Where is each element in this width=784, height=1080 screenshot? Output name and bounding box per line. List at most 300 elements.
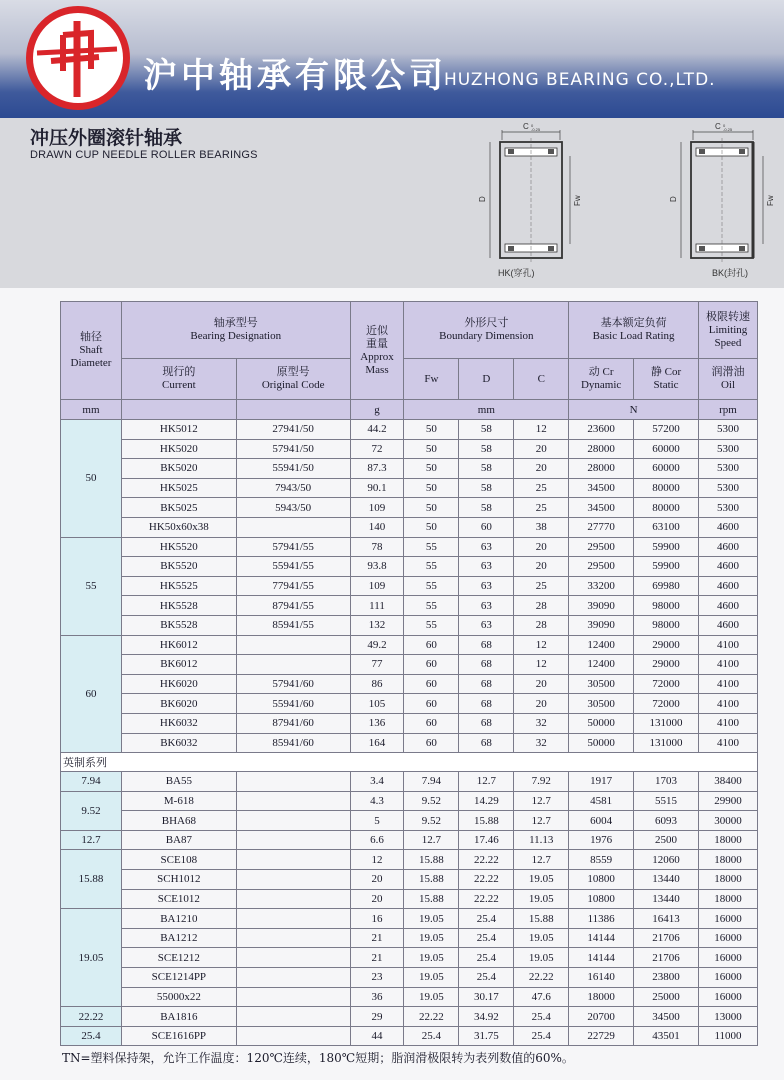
original-code-cell (236, 830, 350, 850)
fw-cell: 60 (404, 713, 459, 733)
current-code-cell: HK6020 (121, 674, 236, 694)
fw-cell: 55 (404, 596, 459, 616)
dynamic-load-cell: 1917 (569, 772, 634, 792)
header-c: C (514, 359, 569, 400)
fw-cell: 25.4 (404, 1026, 459, 1046)
d-cell: 58 (459, 478, 514, 498)
d-cell: 25.4 (459, 948, 514, 968)
c-cell: 38 (514, 517, 569, 537)
c-cell: 11.13 (514, 830, 569, 850)
d-cell: 68 (459, 694, 514, 714)
dynamic-load-cell: 39090 (569, 596, 634, 616)
c-cell: 19.05 (514, 948, 569, 968)
bk-diagram-caption: BK(封孔) (712, 268, 749, 278)
d-cell: 17.46 (459, 830, 514, 850)
table-row (61, 733, 758, 753)
svg-text:C: C (523, 122, 529, 131)
table-row (61, 576, 758, 596)
original-code-cell: 5943/50 (236, 498, 350, 518)
speed-cell: 4100 (699, 713, 758, 733)
speed-cell: 5300 (699, 478, 758, 498)
speed-cell: 16000 (699, 909, 758, 929)
table-row (61, 811, 758, 831)
table-row (61, 870, 758, 890)
current-code-cell: HK6032 (121, 713, 236, 733)
header-d: D (459, 359, 514, 400)
original-code-cell: 27941/50 (236, 420, 350, 440)
table-row (61, 655, 758, 675)
c-cell: 28 (514, 615, 569, 635)
dynamic-load-cell: 39090 (569, 615, 634, 635)
d-cell: 25.4 (459, 928, 514, 948)
fw-cell: 50 (404, 517, 459, 537)
d-cell: 68 (459, 674, 514, 694)
static-load-cell: 5515 (634, 791, 699, 811)
dynamic-load-cell: 14144 (569, 928, 634, 948)
dynamic-load-cell: 10800 (569, 870, 634, 890)
svg-text:Fw: Fw (766, 195, 775, 206)
current-code-cell: BHA68 (121, 811, 236, 831)
dynamic-load-cell: 29500 (569, 537, 634, 557)
shaft-diameter-cell: 15.88 (61, 850, 122, 909)
dynamic-load-cell: 50000 (569, 713, 634, 733)
table-row (61, 498, 758, 518)
c-cell: 20 (514, 557, 569, 577)
mass-cell: 20 (350, 870, 404, 890)
original-code-cell (236, 889, 350, 909)
fw-cell: 60 (404, 694, 459, 714)
mass-cell: 86 (350, 674, 404, 694)
d-cell: 22.22 (459, 889, 514, 909)
speed-cell: 5300 (699, 439, 758, 459)
table-row (61, 968, 758, 988)
fw-cell: 55 (404, 557, 459, 577)
bearing-spec-table (60, 301, 758, 1046)
d-cell: 58 (459, 439, 514, 459)
d-cell: 25.4 (459, 968, 514, 988)
hk-diagram-caption: HK(穿孔) (498, 268, 535, 278)
current-code-cell: HK5012 (121, 420, 236, 440)
fw-cell: 60 (404, 655, 459, 675)
mass-cell: 36 (350, 987, 404, 1007)
unit-dimension: mm (404, 400, 569, 420)
dynamic-load-cell: 1976 (569, 830, 634, 850)
current-code-cell: SCE1616PP (121, 1026, 236, 1046)
unit-blank (121, 400, 236, 420)
static-load-cell: 34500 (634, 1007, 699, 1027)
table-row (61, 850, 758, 870)
speed-cell: 4600 (699, 576, 758, 596)
original-code-cell: 57941/60 (236, 674, 350, 694)
dynamic-load-cell: 29500 (569, 557, 634, 577)
mass-cell: 16 (350, 909, 404, 929)
c-cell: 25.4 (514, 1026, 569, 1046)
mass-cell: 21 (350, 948, 404, 968)
shaft-diameter-cell: 25.4 (61, 1026, 122, 1046)
fw-cell: 15.88 (404, 870, 459, 890)
d-cell: 58 (459, 420, 514, 440)
mass-cell: 3.4 (350, 772, 404, 792)
speed-cell: 4600 (699, 615, 758, 635)
current-code-cell: HK5525 (121, 576, 236, 596)
unit-mass: g (350, 400, 404, 420)
speed-cell: 4600 (699, 596, 758, 616)
dynamic-load-cell: 6004 (569, 811, 634, 831)
svg-text:D: D (669, 196, 678, 202)
fw-cell: 55 (404, 576, 459, 596)
imperial-series-row (61, 753, 758, 772)
mass-cell: 6.6 (350, 830, 404, 850)
table-row (61, 987, 758, 1007)
shaft-diameter-cell: 55 (61, 537, 122, 635)
dynamic-load-cell: 30500 (569, 694, 634, 714)
company-name-en: HUZHONG BEARING CO.,LTD. (444, 70, 716, 90)
c-cell: 19.05 (514, 870, 569, 890)
mass-cell: 44 (350, 1026, 404, 1046)
mass-cell: 12 (350, 850, 404, 870)
static-load-cell: 21706 (634, 928, 699, 948)
current-code-cell: SCE1012 (121, 889, 236, 909)
static-load-cell: 21706 (634, 948, 699, 968)
table-row (61, 713, 758, 733)
c-cell: 12.7 (514, 791, 569, 811)
c-cell: 20 (514, 694, 569, 714)
header-boundary-dimension: 外形尺寸 Boundary Dimension (404, 302, 569, 359)
speed-cell: 18000 (699, 889, 758, 909)
original-code-cell: 87941/55 (236, 596, 350, 616)
dynamic-load-cell: 30500 (569, 674, 634, 694)
d-cell: 68 (459, 733, 514, 753)
mass-cell: 23 (350, 968, 404, 988)
mass-cell: 109 (350, 498, 404, 518)
shaft-diameter-cell: 50 (61, 420, 122, 538)
d-cell: 14.29 (459, 791, 514, 811)
d-cell: 60 (459, 517, 514, 537)
header-banner (0, 0, 784, 118)
c-cell: 7.92 (514, 772, 569, 792)
table-row (61, 928, 758, 948)
static-load-cell: 98000 (634, 596, 699, 616)
table-row (61, 1026, 758, 1046)
table-body (61, 420, 758, 1046)
d-cell: 22.22 (459, 850, 514, 870)
static-load-cell: 6093 (634, 811, 699, 831)
header-dynamic: 动 Cr Dynamic (569, 359, 634, 400)
d-cell: 68 (459, 635, 514, 655)
table-row (61, 674, 758, 694)
c-cell: 12 (514, 420, 569, 440)
speed-cell: 18000 (699, 830, 758, 850)
d-cell: 15.88 (459, 811, 514, 831)
original-code-cell: 85941/55 (236, 615, 350, 635)
current-code-cell: HK5025 (121, 478, 236, 498)
original-code-cell (236, 811, 350, 831)
fw-cell: 22.22 (404, 1007, 459, 1027)
company-logo (26, 6, 130, 110)
c-cell: 25 (514, 576, 569, 596)
fw-cell: 55 (404, 537, 459, 557)
mass-cell: 87.3 (350, 459, 404, 479)
speed-cell: 5300 (699, 459, 758, 479)
table-row (61, 615, 758, 635)
original-code-cell (236, 948, 350, 968)
table-row (61, 1007, 758, 1027)
original-code-cell: 55941/60 (236, 694, 350, 714)
static-load-cell: 80000 (634, 478, 699, 498)
original-code-cell: 57941/50 (236, 439, 350, 459)
current-code-cell: BK6020 (121, 694, 236, 714)
hk-bearing-diagram (470, 118, 600, 283)
header-oil: 润滑油 Oil (699, 359, 758, 400)
original-code-cell (236, 870, 350, 890)
c-cell: 28 (514, 596, 569, 616)
mass-cell: 90.1 (350, 478, 404, 498)
bk-bearing-diagram (665, 118, 784, 283)
current-code-cell: BK5520 (121, 557, 236, 577)
dynamic-load-cell: 12400 (569, 655, 634, 675)
fw-cell: 15.88 (404, 889, 459, 909)
static-load-cell: 80000 (634, 498, 699, 518)
static-load-cell: 72000 (634, 694, 699, 714)
mass-cell: 44.2 (350, 420, 404, 440)
d-cell: 68 (459, 713, 514, 733)
d-cell: 12.7 (459, 772, 514, 792)
fw-cell: 50 (404, 498, 459, 518)
fw-cell: 15.88 (404, 850, 459, 870)
static-load-cell: 98000 (634, 615, 699, 635)
dynamic-load-cell: 22729 (569, 1026, 634, 1046)
current-code-cell: SCE1214PP (121, 968, 236, 988)
svg-text:D: D (478, 196, 487, 202)
shaft-diameter-cell: 9.52 (61, 791, 122, 830)
dynamic-load-cell: 14144 (569, 948, 634, 968)
table-row (61, 537, 758, 557)
c-cell: 15.88 (514, 909, 569, 929)
table-row (61, 420, 758, 440)
table-row (61, 889, 758, 909)
svg-text:-0.25: -0.25 (723, 127, 733, 132)
original-code-cell (236, 635, 350, 655)
static-load-cell: 57200 (634, 420, 699, 440)
header-original-code: 原型号 Original Code (236, 359, 350, 400)
static-load-cell: 72000 (634, 674, 699, 694)
static-load-cell: 12060 (634, 850, 699, 870)
table-row (61, 517, 758, 537)
speed-cell: 4100 (699, 733, 758, 753)
dynamic-load-cell: 18000 (569, 987, 634, 1007)
table-row (61, 948, 758, 968)
original-code-cell: 57941/55 (236, 537, 350, 557)
table-row (61, 635, 758, 655)
original-code-cell (236, 1007, 350, 1027)
current-code-cell: BA1210 (121, 909, 236, 929)
header-limiting-speed: 极限转速 Limiting Speed (699, 302, 758, 359)
static-load-cell: 13440 (634, 889, 699, 909)
mass-cell: 105 (350, 694, 404, 714)
table-row (61, 478, 758, 498)
d-cell: 58 (459, 498, 514, 518)
current-code-cell: SCE108 (121, 850, 236, 870)
fw-cell: 50 (404, 478, 459, 498)
c-cell: 47.6 (514, 987, 569, 1007)
d-cell: 63 (459, 576, 514, 596)
speed-cell: 4100 (699, 635, 758, 655)
dynamic-load-cell: 28000 (569, 439, 634, 459)
d-cell: 58 (459, 459, 514, 479)
mass-cell: 49.2 (350, 635, 404, 655)
mass-cell: 136 (350, 713, 404, 733)
header-load-rating: 基本额定负荷 Basic Load Rating (569, 302, 699, 359)
fw-cell: 12.7 (404, 830, 459, 850)
table-row (61, 694, 758, 714)
header-fw: Fw (404, 359, 459, 400)
fw-cell: 60 (404, 733, 459, 753)
c-cell: 25.4 (514, 1007, 569, 1027)
original-code-cell: 55941/50 (236, 459, 350, 479)
table-row (61, 459, 758, 479)
fw-cell: 60 (404, 674, 459, 694)
current-code-cell: HK5528 (121, 596, 236, 616)
current-code-cell: BK6032 (121, 733, 236, 753)
speed-cell: 18000 (699, 870, 758, 890)
static-load-cell: 25000 (634, 987, 699, 1007)
svg-text:C: C (715, 122, 721, 131)
current-code-cell: SCH1012 (121, 870, 236, 890)
mass-cell: 78 (350, 537, 404, 557)
original-code-cell: 77941/55 (236, 576, 350, 596)
dynamic-load-cell: 8559 (569, 850, 634, 870)
table-row (61, 557, 758, 577)
original-code-cell (236, 850, 350, 870)
unit-speed: rpm (699, 400, 758, 420)
dynamic-load-cell: 23600 (569, 420, 634, 440)
d-cell: 63 (459, 615, 514, 635)
current-code-cell: BA1212 (121, 928, 236, 948)
svg-text:Fw: Fw (573, 195, 582, 206)
original-code-cell (236, 928, 350, 948)
mass-cell: 29 (350, 1007, 404, 1027)
header-static: 静 Cor Static (634, 359, 699, 400)
speed-cell: 4600 (699, 517, 758, 537)
static-load-cell: 60000 (634, 439, 699, 459)
static-load-cell: 1703 (634, 772, 699, 792)
d-cell: 63 (459, 537, 514, 557)
fw-cell: 50 (404, 439, 459, 459)
d-cell: 68 (459, 655, 514, 675)
static-load-cell: 69980 (634, 576, 699, 596)
speed-cell: 18000 (699, 850, 758, 870)
c-cell: 20 (514, 537, 569, 557)
logo-mark-icon (33, 13, 123, 103)
dynamic-load-cell: 10800 (569, 889, 634, 909)
c-cell: 20 (514, 674, 569, 694)
current-code-cell: SCE1212 (121, 948, 236, 968)
current-code-cell: BK6012 (121, 655, 236, 675)
mass-cell: 132 (350, 615, 404, 635)
fw-cell: 55 (404, 615, 459, 635)
c-cell: 12.7 (514, 850, 569, 870)
original-code-cell (236, 791, 350, 811)
unit-blank (236, 400, 350, 420)
original-code-cell: 55941/55 (236, 557, 350, 577)
dynamic-load-cell: 50000 (569, 733, 634, 753)
dynamic-load-cell: 34500 (569, 478, 634, 498)
current-code-cell: BK5020 (121, 459, 236, 479)
c-cell: 25 (514, 498, 569, 518)
d-cell: 63 (459, 596, 514, 616)
static-load-cell: 13440 (634, 870, 699, 890)
static-load-cell: 63100 (634, 517, 699, 537)
speed-cell: 4100 (699, 655, 758, 675)
c-cell: 32 (514, 713, 569, 733)
dynamic-load-cell: 20700 (569, 1007, 634, 1027)
static-load-cell: 2500 (634, 830, 699, 850)
footnote: TN=塑料保持架，允许工作温度：120℃连续，180℃短期；脂润滑极限转为表列数值的60%。 (62, 1051, 574, 1065)
original-code-cell (236, 968, 350, 988)
static-load-cell: 43501 (634, 1026, 699, 1046)
original-code-cell (236, 655, 350, 675)
section-title-en: DRAWN CUP NEEDLE ROLLER BEARINGS (30, 149, 258, 161)
dynamic-load-cell: 27770 (569, 517, 634, 537)
current-code-cell: BA87 (121, 830, 236, 850)
speed-cell: 29900 (699, 791, 758, 811)
d-cell: 34.92 (459, 1007, 514, 1027)
original-code-cell (236, 1026, 350, 1046)
mass-cell: 111 (350, 596, 404, 616)
static-load-cell: 23800 (634, 968, 699, 988)
c-cell: 20 (514, 439, 569, 459)
static-load-cell: 60000 (634, 459, 699, 479)
mass-cell: 4.3 (350, 791, 404, 811)
speed-cell: 38400 (699, 772, 758, 792)
current-code-cell: M-618 (121, 791, 236, 811)
current-code-cell: HK6012 (121, 635, 236, 655)
original-code-cell (236, 517, 350, 537)
table-row (61, 772, 758, 792)
speed-cell: 4100 (699, 694, 758, 714)
d-cell: 30.17 (459, 987, 514, 1007)
shaft-diameter-cell: 60 (61, 635, 122, 753)
speed-cell: 4600 (699, 557, 758, 577)
speed-cell: 11000 (699, 1026, 758, 1046)
section-title-cn: 冲压外圈滚针轴承 (30, 127, 183, 149)
d-cell: 25.4 (459, 909, 514, 929)
fw-cell: 19.05 (404, 948, 459, 968)
static-load-cell: 29000 (634, 655, 699, 675)
header-current: 现行的 Current (121, 359, 236, 400)
mass-cell: 109 (350, 576, 404, 596)
d-cell: 31.75 (459, 1026, 514, 1046)
shaft-diameter-cell: 12.7 (61, 830, 122, 850)
dynamic-load-cell: 12400 (569, 635, 634, 655)
d-cell: 63 (459, 557, 514, 577)
dynamic-load-cell: 28000 (569, 459, 634, 479)
svg-text:-0.25: -0.25 (531, 127, 541, 132)
c-cell: 22.22 (514, 968, 569, 988)
c-cell: 12.7 (514, 811, 569, 831)
dynamic-load-cell: 34500 (569, 498, 634, 518)
fw-cell: 50 (404, 420, 459, 440)
shaft-diameter-cell: 22.22 (61, 1007, 122, 1027)
fw-cell: 19.05 (404, 968, 459, 988)
current-code-cell: BA1816 (121, 1007, 236, 1027)
unit-shaft: mm (61, 400, 122, 420)
shaft-diameter-cell: 19.05 (61, 909, 122, 1007)
dynamic-load-cell: 16140 (569, 968, 634, 988)
svg-text:0: 0 (531, 123, 534, 128)
original-code-cell (236, 909, 350, 929)
dynamic-load-cell: 4581 (569, 791, 634, 811)
